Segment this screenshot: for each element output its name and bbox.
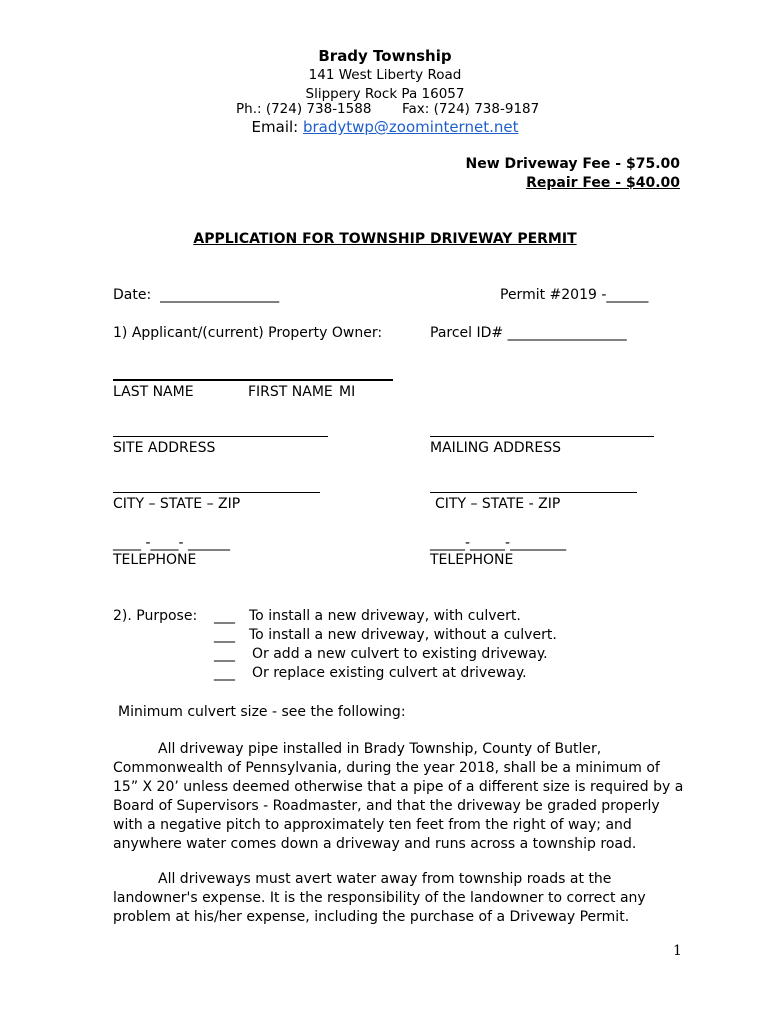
site-address-input-line[interactable] <box>113 436 328 437</box>
name-input-line[interactable] <box>113 379 393 381</box>
purpose-option-3: Or add a new culvert to existing driveway. <box>252 646 548 662</box>
permit-number[interactable]: Permit #2019 -______ <box>500 287 649 303</box>
date-field[interactable] <box>113 287 279 303</box>
parcel-id-field[interactable]: Parcel ID# _________________ <box>430 325 627 341</box>
city-right-input-line[interactable] <box>430 492 637 493</box>
mailing-address-label: MAILING ADDRESS <box>430 440 561 456</box>
city-left-input-line[interactable] <box>113 492 320 493</box>
address-line-1: 141 West Liberty Road <box>308 67 462 83</box>
telephone-left-blank[interactable]: ____ -____- ______ <box>113 535 231 551</box>
email-link[interactable]: bradytwp@zoominternet.net <box>302 118 519 136</box>
mailing-address-input-line[interactable] <box>430 436 654 437</box>
email-label: Email: <box>251 118 299 136</box>
date-label: Date: <box>113 287 152 303</box>
city-state-zip-right-label: CITY – STATE - ZIP <box>435 496 561 512</box>
fax-number: Fax: (724) 738-9187 <box>402 101 540 117</box>
purpose-option-2: To install a new driveway, without a culvert. <box>249 627 557 643</box>
phone-number: Ph.: (724) 738-1588 <box>236 101 372 117</box>
org-name: Brady Township <box>318 47 452 65</box>
purpose-checkbox-4[interactable]: ___ <box>214 665 235 681</box>
date-blank[interactable]: _________________ <box>160 287 280 303</box>
purpose-label: 2). Purpose: <box>113 608 198 624</box>
page-number: 1 <box>673 943 682 959</box>
site-address-label: SITE ADDRESS <box>113 440 216 456</box>
purpose-option-1: To install a new driveway, with culvert. <box>249 608 521 624</box>
telephone-right-blank[interactable]: _____-_____-________ <box>430 535 567 551</box>
purpose-option-4: Or replace existing culvert at driveway. <box>252 665 527 681</box>
last-name-label: LAST NAME <box>113 384 194 400</box>
purpose-checkbox-3[interactable]: ___ <box>214 646 235 662</box>
telephone-left-label: TELEPHONE <box>113 552 197 568</box>
repair-fee: Repair Fee - $40.00 <box>526 175 680 191</box>
email-line <box>0 118 770 136</box>
mi-label: MI <box>339 384 356 400</box>
driveway-pipe-paragraph: All driveway pipe installed in Brady Township, County of Butler, Commonwealth of Pennsylvania, during the year 2018, shall be a minimum of 15” X 20’ unless deemed otherwise that a pipe of a different size is required by a Board of Supervisors - Roadmaster, and that the driveway be graded properly with a negative pitch to approximately ten feet from the right of way; and anywhere water comes down a driveway and runs across a township road. <box>113 741 684 852</box>
form-title: APPLICATION FOR TOWNSHIP DRIVEWAY PERMIT <box>193 231 577 247</box>
purpose-checkbox-2[interactable]: ___ <box>214 627 235 643</box>
purpose-checkbox-1[interactable]: ___ <box>214 608 235 624</box>
address-line-2: Slippery Rock Pa 16057 <box>305 86 465 102</box>
minimum-culvert-note: Minimum culvert size - see the following: <box>118 704 406 720</box>
applicant-label: 1) Applicant/(current) Property Owner: <box>113 325 383 341</box>
city-state-zip-left-label: CITY – STATE – ZIP <box>113 496 241 512</box>
first-name-label: FIRST NAME <box>248 384 333 400</box>
new-driveway-fee: New Driveway Fee - $75.00 <box>465 156 680 172</box>
telephone-right-label: TELEPHONE <box>430 552 514 568</box>
water-aversion-paragraph: All driveways must avert water away from township roads at the landowner's expense. It is the responsibility of the landowner to correct any problem at his/her expense, including the purchase of a Driveway Permit. <box>113 871 646 925</box>
